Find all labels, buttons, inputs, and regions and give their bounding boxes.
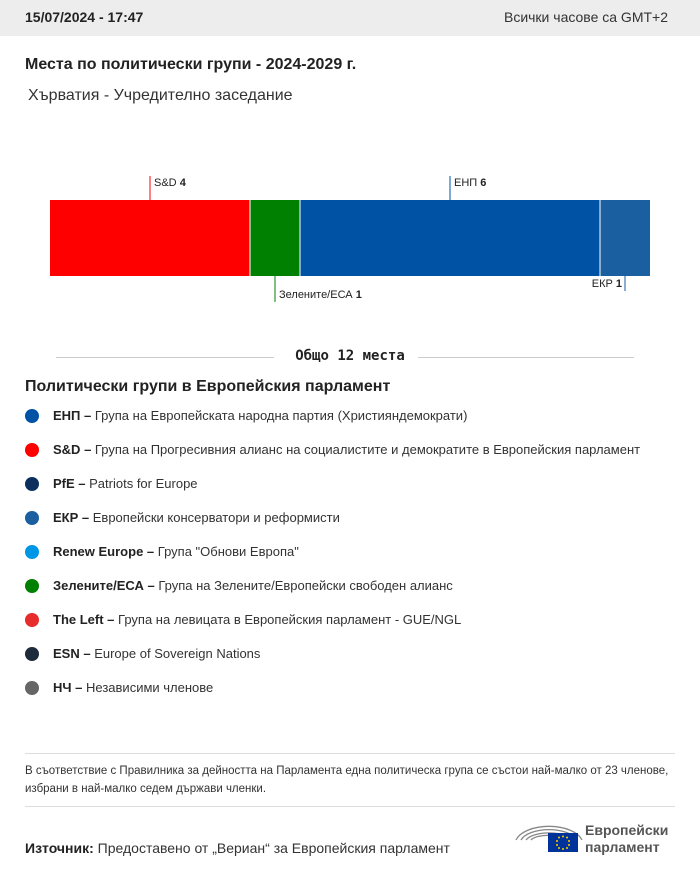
legend-dot-icon bbox=[25, 579, 39, 593]
legend-dot-icon bbox=[25, 647, 39, 661]
legend-dot-icon bbox=[25, 409, 39, 423]
legend-item bbox=[25, 407, 655, 425]
legend-dot-icon bbox=[25, 545, 39, 559]
source bbox=[25, 840, 450, 856]
seats-chart bbox=[0, 160, 700, 310]
bar-segment bbox=[50, 200, 250, 276]
legend-dot-icon bbox=[25, 443, 39, 457]
legend-item bbox=[25, 509, 655, 527]
legend-item bbox=[25, 475, 655, 493]
legend-item bbox=[25, 611, 655, 629]
legend-text: Група на Европейската народна партия (Християндемократи) bbox=[94, 408, 468, 423]
source-text: Предоставено от „Вериан“ за Европейския парламент bbox=[97, 840, 450, 856]
bar-segment bbox=[250, 200, 300, 276]
legend-text: Европейски консерватори и реформисти bbox=[92, 510, 340, 525]
bar-data-label: ЕНП 6 bbox=[454, 177, 487, 189]
legend-separator: – bbox=[103, 612, 119, 627]
legend-separator: – bbox=[143, 578, 159, 593]
legend-separator: – bbox=[80, 408, 95, 423]
legend-text: Група на Зелените/Европейски свободен алианс bbox=[158, 578, 453, 593]
legend-abbr: PfE bbox=[53, 476, 75, 491]
legend-dot-icon bbox=[25, 511, 39, 525]
legend-abbr: НЧ bbox=[53, 680, 72, 695]
legend-dot-icon bbox=[25, 681, 39, 695]
legend-item bbox=[25, 679, 655, 697]
total-seats: Общо 12 места bbox=[295, 348, 405, 364]
legend-separator: – bbox=[74, 476, 90, 491]
legend-abbr: ЕКР bbox=[53, 510, 79, 525]
legend-abbr: Зелените/ЕСА bbox=[53, 578, 144, 593]
bar-data-label: ЕКР 1 bbox=[591, 278, 622, 290]
bar-segment bbox=[300, 200, 600, 276]
divider bbox=[25, 753, 675, 754]
legend-text: Група на левицата в Европейския парламент - GUE/NGL bbox=[118, 612, 462, 627]
legend-item bbox=[25, 543, 655, 561]
legend-abbr: S&D bbox=[53, 442, 81, 457]
legend-abbr: The Left bbox=[53, 612, 104, 627]
legend-abbr: ESN bbox=[53, 646, 80, 661]
legend-abbr: ЕНП bbox=[53, 408, 81, 423]
legend-text: Независими членове bbox=[86, 680, 214, 695]
legend-text: Група на Прогресивния алианс на социалистите и демократите в Европейския парламент bbox=[94, 442, 641, 457]
top-bar bbox=[0, 0, 700, 36]
legend bbox=[25, 407, 655, 713]
legend-separator: – bbox=[71, 680, 86, 695]
timezone-note: Всички часове са GMT+2 bbox=[503, 9, 668, 25]
divider bbox=[25, 806, 675, 807]
ep-logo-text: Европейски парламент bbox=[585, 822, 669, 855]
legend-separator: – bbox=[79, 646, 95, 661]
legend-dot-icon bbox=[25, 613, 39, 627]
legend-item bbox=[25, 645, 655, 663]
legend-text: Europe of Sovereign Nations bbox=[94, 646, 261, 661]
datetime: 15/07/2024 - 17:47 bbox=[25, 9, 144, 25]
legend-separator: – bbox=[143, 544, 158, 559]
page-subtitle: Хърватия - Учредително заседание bbox=[28, 87, 293, 104]
source-label: Източник: bbox=[25, 840, 94, 856]
bar-data-label: Зелените/ЕСА 1 bbox=[279, 289, 362, 301]
legend-abbr: Renew Europe bbox=[53, 544, 144, 559]
bar-data-label: S&D 4 bbox=[154, 177, 186, 189]
rules-note: В съответствие с Правилника за дейността на Парламента една политическа група се състои най-малко от 23 членове, избрани в най-малко седем държави членки. bbox=[25, 765, 669, 795]
legend-text: Patriots for Europe bbox=[89, 476, 198, 491]
bar-segment bbox=[600, 200, 650, 276]
legend-separator: – bbox=[78, 510, 93, 525]
legend-dot-icon bbox=[25, 477, 39, 491]
page-title: Места по политически групи - 2024-2029 г. bbox=[25, 56, 357, 73]
legend-item bbox=[25, 577, 655, 595]
legend-item bbox=[25, 441, 655, 459]
legend-separator: – bbox=[80, 442, 95, 457]
legend-text: Група "Обнови Европа" bbox=[157, 544, 299, 559]
legend-title: Политически групи в Европейския парламент bbox=[25, 378, 391, 395]
